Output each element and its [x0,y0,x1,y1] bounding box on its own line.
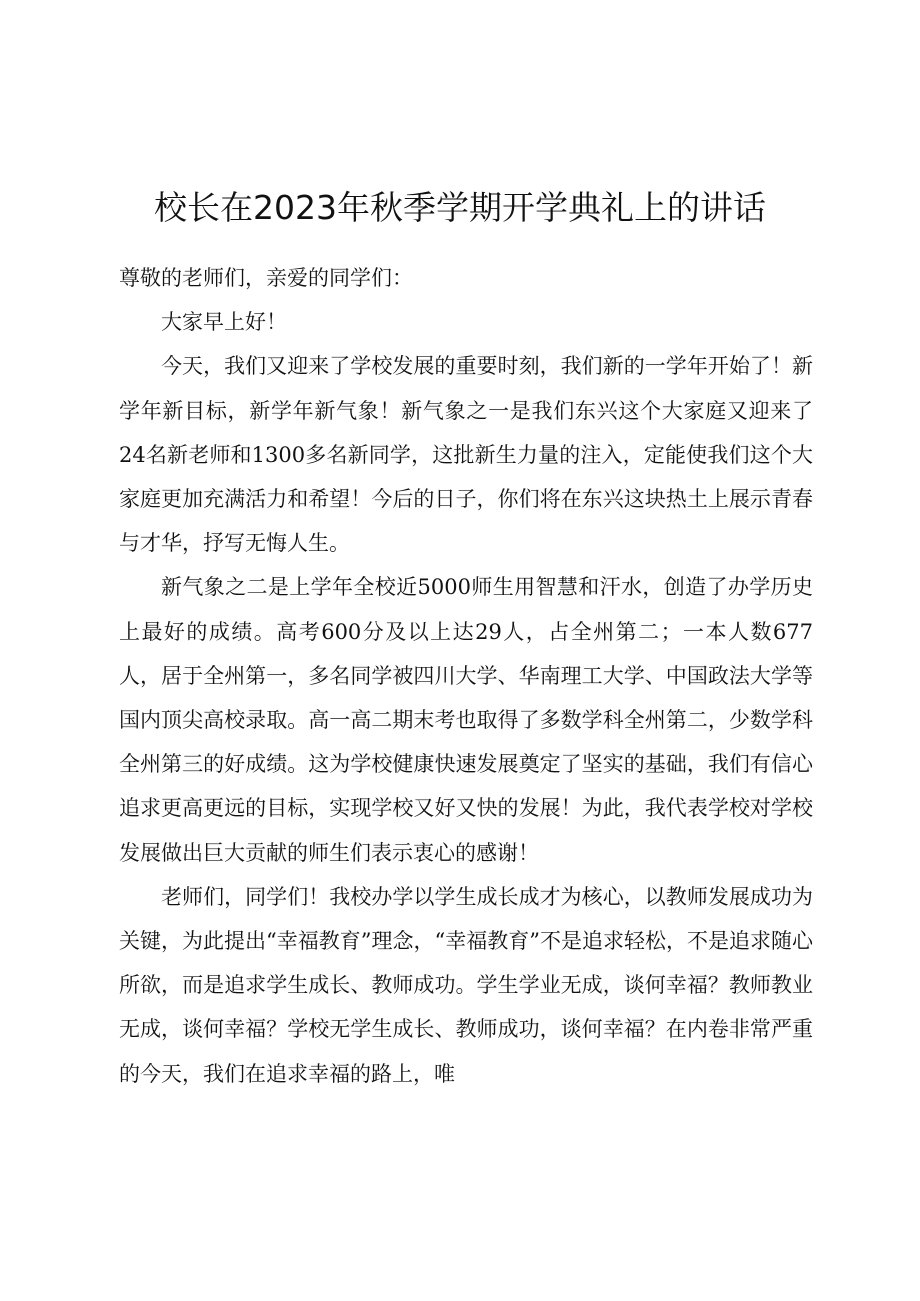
paragraph-happy-education: 老师们，同学们！我校办学以学生成长成才为核心，以教师发展成功为关键，为此提出“幸福教育”理念，“幸福教育”不是追求轻松，不是追求随心所欲，而是追求学生成长、教师成功。学生学业无成，谈何幸福？教师教业无成，谈何幸福？学校无学生成长、教师成功，谈何幸福？在内卷非常严重的今天，我们在追求幸福的路上，唯 [119,884,813,1086]
paragraph-greeting: 大家早上好！ [161,310,287,335]
salutation: 尊敬的老师们，亲爱的同学们： [119,266,413,290]
paragraph-new-year: 今天，我们又迎来了学校发展的重要时刻，我们新的一学年开始了！新学年新目标，新学年新气象！新气象之一是我们东兴这个大家庭又迎来了24名新老师和1300多名新同学，这批新生力量的注入，定能使我们这个大家庭更加充满活力和希望！今后的日子，你们将在东兴这块热土上展示青春与才华，抒写无悔人生。 [119,354,813,556]
document-body [119,256,813,1096]
document-title: 校长在2023年秋季学期开学典礼上的讲话 [154,188,766,227]
paragraph-achievements: 新气象之二是上学年全校近5000师生用智慧和汗水，创造了办学历史上最好的成绩。高考600分及以上达29人，占全州第二；一本人数677人，居于全州第一，多名同学被四川大学、华南理工大学、中国政法大学等国内顶尖高校录取。高一高二期末考也取得了多数学科全州第二，少数学科全州第三的好成绩。这为学校健康快速发展奠定了坚实的基础，我们有信心追求更高更远的目标，实现学校又好又快的发展！为此，我代表学校对学校发展做出巨大贡献的师生们表示衷心的感谢！ [119,575,813,865]
